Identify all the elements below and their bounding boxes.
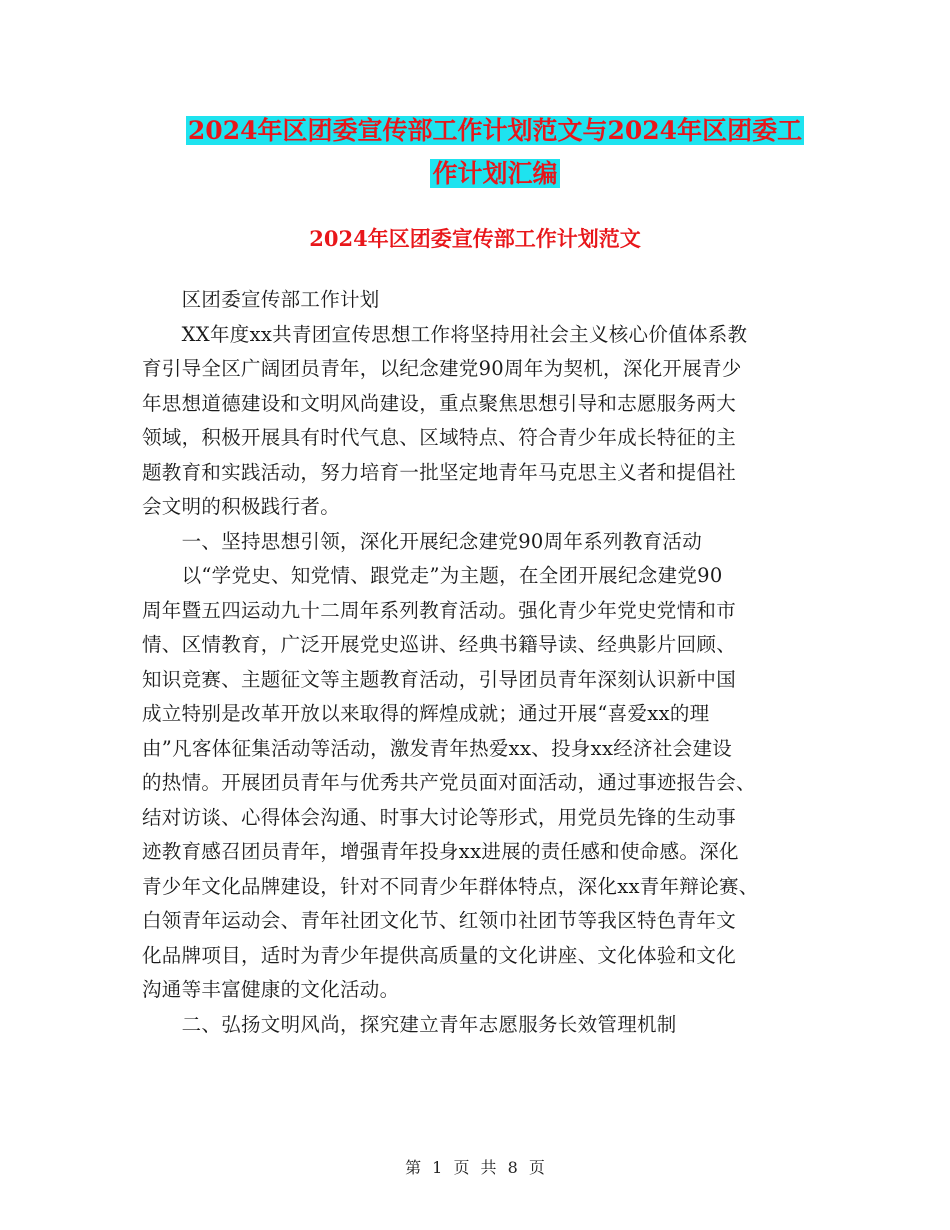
section-title: 2024年区团委宣传部工作计划范文 xyxy=(309,226,641,251)
body-line: 沟通等丰富健康的文化活动。 xyxy=(142,978,400,1001)
body-line: 白领青年运动会、青年社团文化节、红领巾社团节等我区特色青年文 xyxy=(142,909,737,932)
body-line: 育引导全区广阔团员青年，以纪念建党90周年为契机，深化开展青少 xyxy=(142,357,742,380)
page-footer: 第 1 页 共 8 页 xyxy=(405,1158,545,1177)
document-title-line-1: 2024年区团委宣传部工作计划范文与2024年区团委工 xyxy=(187,116,803,145)
body-line: 青少年文化品牌建设，针对不同青少年群体特点，深化xx青年辩论赛、 xyxy=(142,874,759,898)
body-line: 结对访谈、心得体会沟通、时事大讨论等形式，用党员先锋的生动事 xyxy=(142,805,737,829)
body-line: 年思想道德建设和文明风尚建设，重点聚焦思想引导和志愿服务两大 xyxy=(142,391,737,415)
document-body xyxy=(142,283,822,1042)
body-line: 区团委宣传部工作计划 xyxy=(142,288,380,311)
body-line: 成立特别是改革开放以来取得的辉煌成就；通过开展“喜爱xx的理 xyxy=(142,702,710,725)
body-line: 周年暨五四运动九十二周年系列教育活动。强化青少年党史党情和市 xyxy=(142,598,737,622)
body-line: 一、坚持思想引领，深化开展纪念建党90周年系列教育活动 xyxy=(142,529,703,553)
body-line: 的热情。开展团员青年与优秀共产党员面对面活动，通过事迹报告会、 xyxy=(142,771,756,794)
body-line: 迹教育感召团员青年，增强青年投身xx进展的责任感和使命感。深化 xyxy=(142,840,739,863)
body-line: 知识竞赛、主题征文等主题教育活动，引导团员青年深刻认识新中国 xyxy=(142,667,737,691)
body-line: 由”凡客体征集活动等活动，激发青年热爱xx、投身xx经济社会建设 xyxy=(142,736,733,760)
body-line: 情、区情教育，广泛开展党史巡讲、经典书籍导读、经典影片回顾、 xyxy=(142,633,737,656)
body-line: XX年度xx共青团宣传思想工作将坚持用社会主义核心价值体系教 xyxy=(142,322,748,346)
body-line: 化品牌项目，适时为青少年提供高质量的文化讲座、文化体验和文化 xyxy=(142,943,737,967)
document-title-line-2: 作计划汇编 xyxy=(432,159,558,188)
body-line: 以“学党史、知党情、跟党走”为主题，在全团开展纪念建党90 xyxy=(142,564,723,587)
body-line: 题教育和实践活动，努力培育一批坚定地青年马克思主义者和提倡社 xyxy=(142,460,737,484)
body-line: 领域，积极开展具有时代气息、区域特点、符合青少年成长特征的主 xyxy=(142,426,737,449)
body-line: 会文明的积极践行者。 xyxy=(142,495,341,518)
body-line: 二、弘扬文明风尚，探究建立青年志愿服务长效管理机制 xyxy=(142,1012,677,1036)
